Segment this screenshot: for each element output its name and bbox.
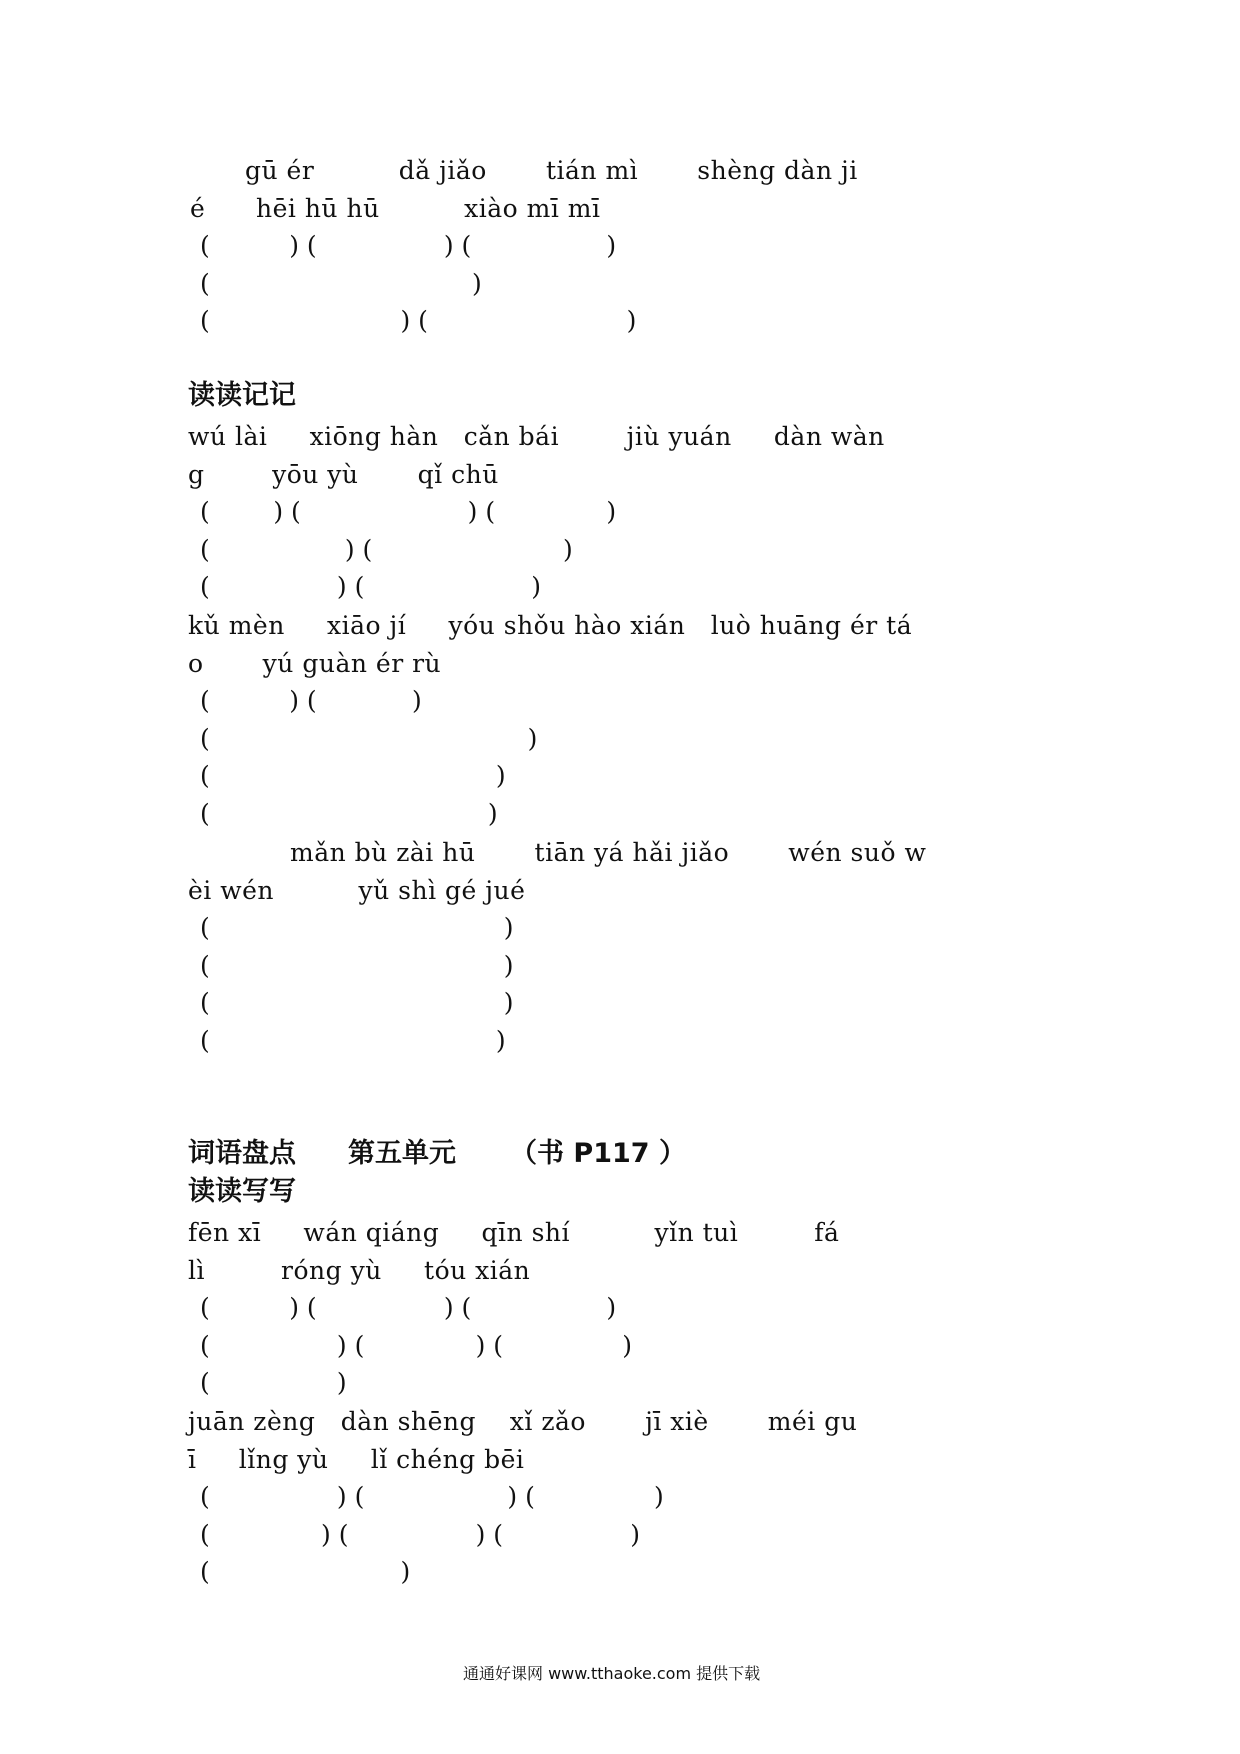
pinyin-line: o yú guàn ér rù bbox=[188, 649, 442, 678]
answer-blank: ( ) bbox=[200, 1368, 347, 1397]
pinyin-line: juān zèng dàn shēng xǐ zǎo jī xiè méi gu bbox=[188, 1407, 858, 1436]
pinyin-line: gū ér dǎ jiǎo tián mì shèng dàn ji bbox=[245, 156, 858, 185]
pinyin-line: ī lǐng yù lǐ chéng bēi bbox=[188, 1445, 525, 1474]
pinyin-line: é hēi hū hū xiào mī mī bbox=[190, 194, 601, 223]
pinyin-line: èi wén yǔ shì gé jué bbox=[188, 876, 526, 905]
pinyin-line: lì róng yù tóu xián bbox=[188, 1256, 531, 1285]
answer-blank: ( ) bbox=[200, 1557, 411, 1586]
answer-blank: ( ) ( ) bbox=[200, 306, 637, 335]
answer-blank: ( ) bbox=[200, 761, 506, 790]
answer-blank: ( ) ( ) ( ) bbox=[200, 1520, 640, 1549]
answer-blank: ( ) ( ) bbox=[200, 686, 422, 715]
footer-source: 通通好课网 www.tthaoke.com 提供下载 bbox=[463, 1664, 761, 1683]
section-title: 词语盘点 bbox=[188, 1138, 296, 1169]
section-heading: 读读记记 bbox=[188, 380, 296, 411]
answer-blank: ( ) ( ) bbox=[200, 535, 573, 564]
answer-blank: ( ) ( ) ( ) bbox=[200, 231, 617, 260]
section-heading: 读读写写 bbox=[188, 1176, 296, 1207]
pinyin-line: wú lài xiōng hàn cǎn bái jiù yuán dàn wàn bbox=[188, 422, 885, 451]
answer-blank: ( ) bbox=[200, 1026, 506, 1055]
pinyin-line: kǔ mèn xiāo jí yóu shǒu hào xián luò huāng ér tá bbox=[188, 611, 913, 640]
answer-blank: ( ) ( ) ( ) bbox=[200, 1331, 633, 1360]
pinyin-line: g yōu yù qǐ chū bbox=[188, 460, 499, 489]
answer-blank: ( ) bbox=[200, 799, 498, 828]
answer-blank: ( ) bbox=[200, 269, 482, 298]
answer-blank: ( ) bbox=[200, 951, 514, 980]
answer-blank: ( ) ( ) ( ) bbox=[200, 1293, 617, 1322]
unit-label: 第五单元 bbox=[348, 1138, 456, 1169]
answer-blank: ( ) ( ) bbox=[200, 572, 541, 601]
answer-blank: ( ) ( ) ( ) bbox=[200, 1482, 664, 1511]
answer-blank: ( ) ( ) ( ) bbox=[200, 497, 617, 526]
answer-blank: ( ) bbox=[200, 988, 514, 1017]
pinyin-line: fēn xī wán qiáng qīn shí yǐn tuì fá bbox=[188, 1218, 840, 1247]
answer-blank: ( ) bbox=[200, 913, 514, 942]
book-page-ref: （书 P117 ） bbox=[510, 1138, 686, 1169]
answer-blank: ( ) bbox=[200, 724, 538, 753]
pinyin-line: mǎn bù zài hū tiān yá hǎi jiǎo wén suǒ w bbox=[290, 838, 927, 867]
